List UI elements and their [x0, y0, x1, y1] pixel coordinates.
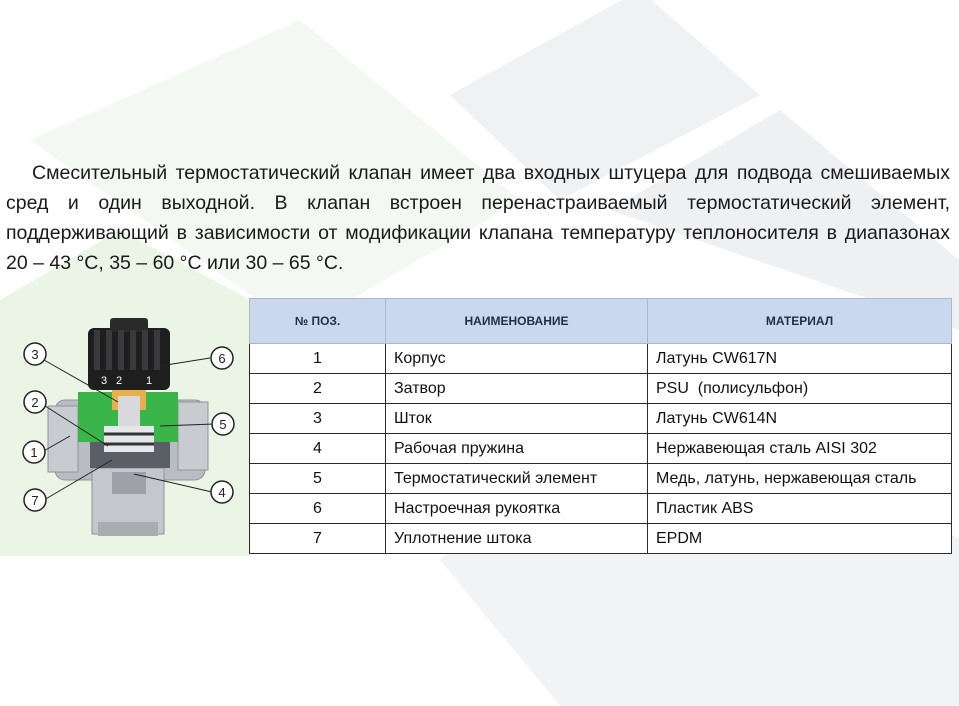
cell-position: 1 [250, 344, 386, 374]
dial-mark: 1 [146, 375, 153, 387]
dial-mark: 2 [116, 375, 123, 387]
table-header-row [250, 299, 952, 344]
callout-label: 7 [31, 493, 39, 508]
callout-label: 2 [31, 395, 39, 410]
cell-name: Затвор [386, 374, 648, 404]
description-paragraph [6, 158, 950, 278]
cell-material: Латунь CW617N [648, 344, 952, 374]
cell-name: Термостатический элемент [386, 464, 648, 494]
header-material: МАТЕРИАЛ [648, 299, 952, 344]
right-inlet [178, 402, 208, 470]
cell-name: Уплотнение штока [386, 524, 648, 554]
callout-label: 4 [218, 485, 226, 500]
valve-illustration [0, 296, 250, 556]
table-row [250, 494, 952, 524]
header-name: НАИМЕНОВАНИЕ [386, 299, 648, 344]
cell-position: 2 [250, 374, 386, 404]
callout-label: 3 [31, 347, 39, 362]
description-text: Смесительный термостатический клапан имеет два входных штуцера для подвода смешиваемых сред и один выходной. В клапан встроен перенастраиваемый термостатический элемент, поддерживающий в зависимости от модификации клапана температуру теплоносителя в диапазонах 20 – 43 °C, 35 – 60 °C или 30 – 65 °C. [6, 162, 950, 274]
table-row [250, 344, 952, 374]
cell-material: Латунь CW614N [648, 404, 952, 434]
cell-name: Настроечная рукоятка [386, 494, 648, 524]
specification-table [249, 298, 952, 554]
cell-position: 4 [250, 434, 386, 464]
cell-position: 7 [250, 524, 386, 554]
cell-name: Рабочая пружина [386, 434, 648, 464]
cell-position: 6 [250, 494, 386, 524]
table-row [250, 524, 952, 554]
table-row [250, 464, 952, 494]
table-row [250, 434, 952, 464]
cell-position: 3 [250, 404, 386, 434]
header-position: № ПОЗ. [250, 299, 386, 344]
table-row [250, 404, 952, 434]
callout-label: 5 [219, 417, 227, 432]
cell-name: Шток [386, 404, 648, 434]
spring [104, 426, 154, 452]
cell-material: Медь, латунь, нержавеющая сталь [648, 464, 952, 494]
left-inlet [48, 406, 78, 472]
callout-label: 1 [30, 445, 38, 460]
callout-label: 6 [218, 351, 226, 366]
dial-mark: 3 [101, 375, 108, 387]
cell-material: Пластик ABS [648, 494, 952, 524]
cell-material: PSU (полисульфон) [648, 374, 952, 404]
cell-material: Нержавеющая сталь AISI 302 [648, 434, 952, 464]
cell-material: EPDM [648, 524, 952, 554]
cell-name: Корпус [386, 344, 648, 374]
table-row [250, 374, 952, 404]
cell-position: 5 [250, 464, 386, 494]
